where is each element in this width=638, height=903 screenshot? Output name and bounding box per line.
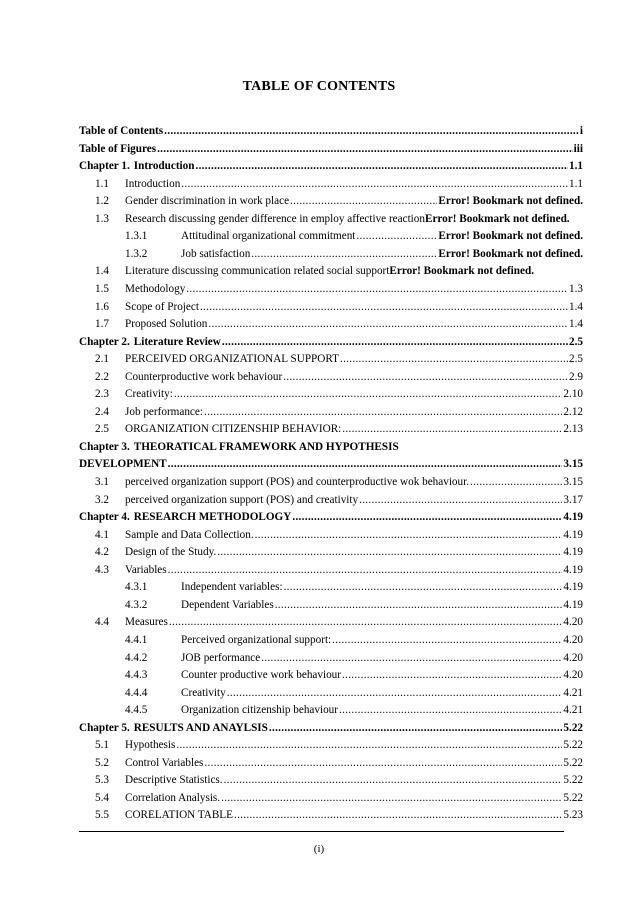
toc-entry-title: RESULTS AND ANAYLSIS	[133, 721, 268, 734]
toc-entry-page: Error! Bookmark not defined.	[438, 195, 583, 208]
toc-entry-page: 2.9	[569, 370, 583, 383]
toc-entry-page: 2.10	[563, 388, 583, 401]
toc-entry-page: 5.22	[563, 756, 583, 769]
toc-entry-page: 5.22	[563, 791, 583, 804]
toc-entry[interactable]	[95, 544, 583, 561]
toc-entry[interactable]	[95, 755, 583, 772]
toc-entry[interactable]	[95, 176, 583, 193]
toc-entry-page: 2.12	[563, 405, 583, 418]
toc-entry-page: 4.19	[563, 598, 583, 611]
toc-entry-number: 2.1	[95, 353, 109, 366]
toc-dot-leader	[176, 737, 562, 754]
toc-dot-leader	[251, 246, 437, 263]
toc-entry-page: 1.3	[569, 282, 583, 295]
document-title: TABLE OF CONTENTS	[242, 79, 396, 94]
toc-entry-page: 3.17	[563, 493, 583, 506]
page-number: (i)	[313, 843, 325, 855]
toc-entry-number: 4.4.2	[125, 651, 148, 664]
toc-entry[interactable]	[95, 404, 583, 421]
toc-entry[interactable]	[125, 632, 583, 649]
toc-dot-leader	[168, 562, 563, 579]
toc-entry-number: 1.7	[95, 318, 109, 331]
toc-entry-title: Creativity	[181, 686, 226, 699]
toc-entry[interactable]	[95, 614, 583, 631]
toc-entry-title: Job performance:	[125, 405, 203, 418]
toc-entry[interactable]	[79, 158, 583, 175]
toc-entry-number: Chapter 3.	[79, 440, 130, 453]
toc-entry-number: Chapter 1.	[79, 160, 130, 173]
toc-entry-page: 5.22	[563, 739, 583, 752]
toc-dot-leader	[356, 228, 437, 245]
toc-entry-title: Measures	[125, 616, 168, 629]
toc-entry-number: 4.4.3	[125, 669, 148, 682]
toc-entry[interactable]	[95, 193, 583, 210]
toc-dot-leader	[227, 685, 563, 702]
toc-entry-title: Introduction	[125, 177, 181, 190]
toc-entry-title: Attitudinal organizational commitment	[181, 230, 356, 243]
toc-dot-leader	[217, 544, 562, 561]
toc-entry-page: Error! Bookmark not defined.	[438, 230, 583, 243]
toc-entry[interactable]	[79, 509, 583, 526]
toc-entry-title: Creativity:	[125, 388, 173, 401]
toc-entry-title: Sample and Data Collection.	[125, 528, 254, 541]
toc-entry-number: Chapter 2.	[79, 335, 130, 348]
toc-entry-title: PERCEIVED ORGANIZATIONAL SUPPORT	[125, 353, 339, 366]
toc-dot-leader	[290, 193, 437, 210]
toc-dot-leader	[174, 386, 563, 403]
toc-dot-leader	[200, 299, 568, 316]
toc-entry-number: 5.1	[95, 739, 109, 752]
toc-entry[interactable]	[125, 685, 583, 702]
toc-entry[interactable]	[125, 579, 583, 596]
toc-entry[interactable]	[79, 456, 583, 473]
toc-entry[interactable]	[95, 281, 583, 298]
toc-entry-number: 4.3.1	[125, 581, 148, 594]
toc-entry-page: 2.5	[569, 353, 583, 366]
toc-entry-title: Design of the Study.	[125, 546, 217, 559]
toc-entry-number: Chapter 4.	[79, 511, 130, 524]
toc-entry-number: 4.4.1	[125, 633, 148, 646]
toc-entry-page: 5.23	[563, 809, 583, 822]
toc-entry-number: 4.4.5	[125, 704, 148, 717]
toc-entry-page: 4.21	[563, 704, 583, 717]
toc-entry[interactable]	[95, 790, 583, 807]
toc-entry[interactable]	[79, 439, 583, 456]
toc-entry-number: 1.3.2	[125, 247, 148, 260]
toc-dot-leader	[208, 316, 568, 333]
toc-entry-page: Error! Bookmark not defined.	[424, 212, 570, 225]
toc-dot-leader	[181, 176, 568, 193]
toc-entry-page: 1.4	[569, 300, 583, 313]
toc-entry-title: THEORATICAL FRAMEWORK AND HYPOTHESIS	[133, 440, 399, 453]
toc-entry-number: 3.2	[95, 493, 109, 506]
toc-entry-number: 1.3.1	[125, 230, 148, 243]
toc-entry[interactable]	[125, 228, 583, 245]
toc-entry-title: perceived organization support (POS) and creativity	[125, 493, 359, 506]
toc-entry[interactable]	[79, 123, 583, 140]
toc-entry-title: CORELATION TABLE	[125, 809, 233, 822]
toc-entry[interactable]	[95, 263, 638, 280]
toc-dot-leader	[470, 474, 562, 491]
toc-entry-title: Dependent Variables	[181, 598, 274, 611]
toc-entry-number: 5.5	[95, 809, 109, 822]
toc-entry-title: Counterproductive work behaviour	[125, 370, 283, 383]
toc-dot-leader	[342, 421, 562, 438]
toc-entry-page: 4.20	[563, 651, 583, 664]
toc-entry[interactable]	[95, 737, 583, 754]
toc-entry-title: Research discussing gender difference in employ affective reaction	[125, 212, 425, 225]
toc-entry[interactable]	[79, 334, 583, 351]
toc-entry-title: Counter productive work behaviour	[181, 669, 342, 682]
toc-entry-page: Error! Bookmark not defined.	[389, 265, 534, 278]
toc-entry[interactable]	[125, 650, 583, 667]
toc-entry-title: Independent variables:	[181, 581, 283, 594]
toc-entry-number: 5.2	[95, 756, 109, 769]
toc-dot-leader	[234, 807, 562, 824]
toc-entry-title: Methodology	[125, 282, 186, 295]
toc-entry-number: 1.2	[95, 195, 109, 208]
toc-entry-title: Perceived organizational support:	[181, 633, 332, 646]
toc-entry[interactable]	[95, 369, 583, 386]
toc-entry-title: Table of Figures	[79, 142, 157, 155]
toc-entry[interactable]	[95, 527, 583, 544]
toc-dot-leader	[164, 123, 579, 140]
toc-dot-leader	[261, 650, 562, 667]
toc-dot-leader	[332, 632, 562, 649]
toc-entry-title: Literature Review	[133, 335, 221, 348]
toc-entry-page: 3.15	[563, 458, 583, 471]
toc-entry-number: 1.5	[95, 282, 109, 295]
toc-entry-title: DEVELOPMENT	[79, 458, 167, 471]
toc-dot-leader	[168, 456, 563, 473]
toc-entry-title: Control Variables	[125, 756, 204, 769]
toc-entry-number: 1.3	[95, 212, 109, 225]
toc-entry-number: 1.6	[95, 300, 109, 313]
toc-dot-leader	[157, 141, 573, 158]
toc-entry[interactable]	[95, 807, 583, 824]
toc-dot-leader	[204, 755, 562, 772]
toc-entry-number: Chapter 5.	[79, 721, 130, 734]
toc-entry-number: 2.4	[95, 405, 109, 418]
toc-entry-title: ORGANIZATION CITIZENSHIP BEHAVIOR:	[125, 423, 342, 436]
toc-entry-title: Scope of Project	[125, 300, 199, 313]
toc-entry[interactable]	[95, 492, 583, 509]
toc-entry-title: Gender discrimination in work place	[125, 195, 290, 208]
toc-entry[interactable]	[125, 597, 583, 614]
toc-entry-title: RESEARCH METHODOLOGY	[133, 511, 292, 524]
toc-entry-number: 4.3	[95, 563, 109, 576]
toc-entry-page: i	[579, 125, 583, 137]
toc-dot-leader	[359, 492, 562, 509]
toc-entry-number: 5.4	[95, 791, 109, 804]
toc-dot-leader	[283, 369, 568, 386]
toc-entry[interactable]	[95, 299, 583, 316]
toc-entry-page: 5.22	[563, 721, 583, 734]
toc-entry-title: Introduction	[133, 160, 195, 173]
toc-entry-page: 5.22	[563, 774, 583, 787]
toc-entry-number: 3.1	[95, 476, 109, 488]
toc-entry-title: Literature discussing communication related social support	[125, 265, 390, 278]
toc-entry-page: Error! Bookmark not defined.	[438, 247, 583, 260]
toc-entry-number: 4.4	[95, 616, 109, 629]
toc-dot-leader	[284, 579, 563, 596]
toc-entry[interactable]	[95, 351, 583, 368]
toc-entry-number: 1.4	[95, 265, 109, 278]
toc-entry-page: 4.19	[563, 528, 583, 541]
toc-entry-page: 2.5	[569, 335, 583, 348]
toc-dot-leader	[339, 702, 562, 719]
toc-entry[interactable]	[125, 702, 583, 719]
toc-dot-leader	[204, 404, 562, 421]
toc-entry[interactable]	[125, 246, 583, 263]
toc-entry-title: Hypothesis	[125, 739, 176, 752]
toc-entry[interactable]	[95, 772, 583, 789]
toc-entry-page: 4.19	[563, 511, 583, 524]
toc-dot-leader	[195, 158, 568, 175]
toc-dot-leader	[222, 334, 568, 351]
toc-entry-title: Job satisfaction	[181, 247, 251, 260]
toc-dot-leader	[169, 614, 563, 631]
toc-entry-number: 4.2	[95, 546, 109, 559]
toc-dot-leader	[221, 790, 562, 807]
footer-divider	[79, 831, 564, 832]
toc-entry[interactable]	[79, 720, 583, 737]
toc-entry-title: perceived organization support (POS) and counterproductive wok behaviour.	[125, 476, 470, 488]
toc-entry[interactable]	[95, 386, 583, 403]
toc-entry-number: 4.4.4	[125, 686, 148, 699]
toc-entry-title: Proposed Solution	[125, 318, 208, 331]
toc-dot-leader	[342, 667, 562, 684]
toc-dot-leader	[269, 720, 563, 737]
toc-entry-page: iii	[573, 142, 583, 155]
toc-entry-title: Correlation Analysis.	[125, 791, 221, 804]
toc-entry-page: 3.15	[563, 476, 583, 488]
toc-entry[interactable]	[79, 141, 583, 158]
toc-entry[interactable]	[95, 211, 638, 228]
toc-entry-page: 1.1	[569, 160, 583, 173]
toc-entry-number: 5.3	[95, 774, 109, 787]
toc-entry-title: Variables	[125, 563, 167, 576]
toc-entry-page: 4.19	[563, 581, 583, 594]
toc-entry-number: 4.3.2	[125, 598, 148, 611]
toc-entry-title: JOB performance	[181, 651, 261, 664]
toc-entry-page: 4.20	[563, 633, 583, 646]
toc-entry-number: 2.2	[95, 370, 109, 383]
toc-entry-title: Descriptive Statistics.	[125, 774, 223, 787]
toc-entry[interactable]	[125, 667, 583, 684]
toc-dot-leader	[255, 527, 563, 544]
toc-entry-page: 2.13	[563, 423, 583, 436]
toc-entry-page: 4.19	[563, 563, 583, 576]
toc-entry-page: 4.20	[563, 669, 583, 682]
toc-entry[interactable]	[95, 562, 583, 579]
toc-entry-page: 1.4	[569, 318, 583, 331]
toc-dot-leader	[275, 597, 563, 614]
toc-entry[interactable]	[95, 421, 583, 438]
toc-entry-number: 2.3	[95, 388, 109, 401]
toc-entry-title: Table of Contents	[79, 125, 164, 137]
toc-entry-title: Organization citizenship behaviour	[181, 704, 338, 717]
toc-entry-page: 4.19	[563, 546, 583, 559]
toc-dot-leader	[224, 772, 563, 789]
toc-dot-leader	[186, 281, 568, 298]
toc-entry-page: 4.20	[563, 616, 583, 629]
toc-dot-leader	[292, 509, 562, 526]
toc-entry[interactable]	[95, 474, 583, 491]
toc-entry-number: 1.1	[95, 177, 109, 190]
toc-entry-number: 2.5	[95, 423, 109, 436]
toc-entry-page: 1.1	[569, 177, 583, 190]
toc-dot-leader	[340, 351, 568, 368]
toc-entry-page: 4.21	[563, 686, 583, 699]
toc-entry[interactable]	[95, 316, 583, 333]
toc-entry-number: 4.1	[95, 528, 109, 541]
